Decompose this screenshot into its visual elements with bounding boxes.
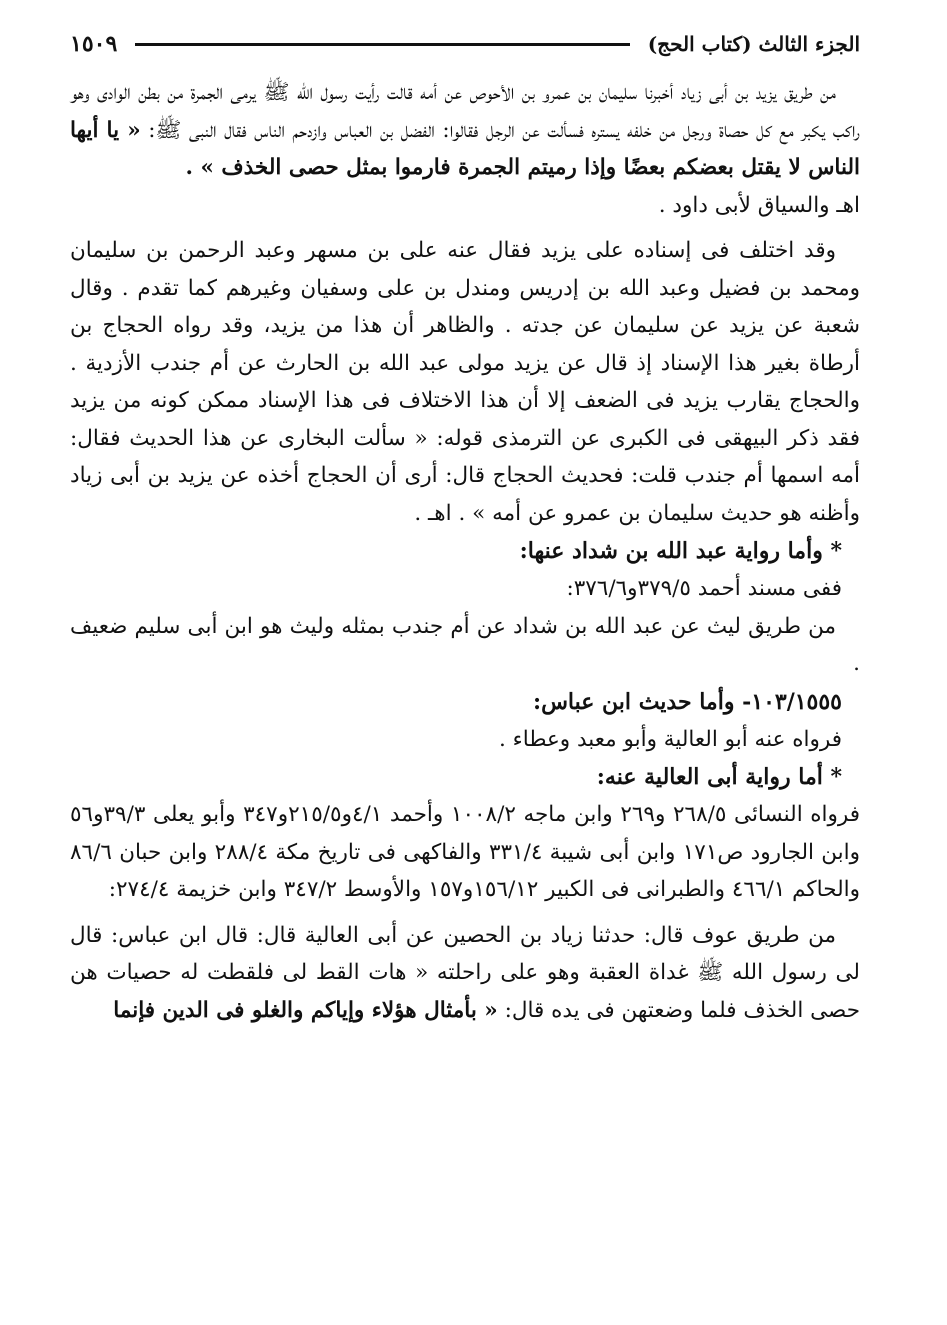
header-rule (135, 43, 629, 46)
page-number: ١٥٠٩ (70, 31, 118, 57)
paragraph-5-text: من طريق عوف قال: حدثنا زياد بن الحصين عن أبى العالية قال: قال ابن عباس: قال لى رسول الله ﷺ غداة العقبة وهو على راحلته « هات القط لى فلقطت له حصيات هن حصى الخذف فلما وضعتهن فى يده قال: (70, 922, 860, 1023)
narrators-line: فرواه عنه أبو العالية وأبو معبد وعطاء . (499, 726, 842, 752)
paragraph-1 (70, 74, 860, 187)
hadith-quote-2: « بأمثال هؤلاء وإياكم والغلو فى الدين فإنما (113, 997, 498, 1023)
page-body (70, 74, 860, 1029)
paragraph-1-text: من طريق يزيد بن أبى زياد أخبرنا سليمان بن عمرو بن الأحوص عن أمه قالت رأيت رسول الله ﷺ يرمى الجمرة من بطن الوادى وهو راكب يكبر مع كل حصاة ورجل من خلفه يستره فسألت عن الرجل فقالوا: الفضل بن العباس وازدحم الناس فقال النبى ﷺ: (70, 80, 860, 143)
book-page (70, 24, 860, 1029)
hadith-quote-1: « يا أيها الناس لا يقتل بعضكم بعضًا وإذا رميتم الجمرة فارموا بمثل حصى الخذف » . (70, 117, 860, 180)
paragraph-4 (70, 796, 860, 909)
paragraph-5 (70, 917, 860, 1030)
section-heading-ibn-shaddad: * وأما رواية عبد الله بن شداد عنها: (519, 538, 842, 564)
paragraph-4-text: فرواه النسائى ٢٦٨/٥ و٢٦٩ وابن ماجه ١٠٠٨/٢ وأحمد ٤/١و٢١٥/٥و٣٤٧ وأبو يعلى ٣٩/٣و٥٦ وابن الجارود ص١٧١ وابن أبى شيبة ٣٣١/٤ والفاكهى فى تاريخ مكة ٢٨٨/٤ وابن حبان ٨٦/٦ والحاكم ٤٦٦/١ والطبرانى فى الكبير ١٥٦/١٢و١٥٧ والأوسط ٣٤٧/٢ وابن خزيمة ٢٧٤/٤: (70, 802, 861, 902)
paragraph-2 (70, 232, 860, 532)
paragraph-1-end (70, 187, 860, 225)
running-title: الجزء الثالث (كتاب الحج) (647, 32, 860, 56)
source-line-musnad: ففى مسند أحمد ٣٧٩/٥و٣٧٦/٦: (566, 576, 842, 601)
paragraph-3-text: من طريق ليث عن عبد الله بن شداد عن أم جندب بمثله وليث هو ابن أبى سليم ضعيف . (70, 613, 860, 676)
section-heading-abu-aliya: * أما رواية أبى العالية عنه: (596, 764, 842, 790)
section-heading-ibn-abbas: ١٠٣/١٥٥٥- وأما حديث ابن عباس: (532, 688, 842, 715)
paragraph-1-end-text: اهـ والسياق لأبى داود . (658, 192, 860, 218)
paragraph-3 (70, 608, 860, 683)
paragraph-2-text: وقد اختلف فى إسناده على يزيد فقال عنه على بن مسهر وعبد الرحمن بن سليمان ومحمد بن فضيل وعبد الله بن إدريس ومندل بن على وسفيان وغيرهم كما تقدم . وقال شعبة عن يزيد عن سليمان عن جدته . والظاهر أن هذا من يزيد، وقد رواه الحجاج بن أرطاة بغير هذا الإسناد إذ قال عن يزيد مولى عبد الله بن الحارث عن أم جندب الأزدية . والحجاج يقارب يزيد فى الضعف إلا أن هذا الاختلاف فى هذا الإسناد ممكن كونه من يزيد فقد ذكر البيهقى فى الكبرى عن الترمذى قوله: « سألت البخارى عن هذا الحديث فقال: أمه اسمها أم جندب قلت: فحديث الحجاج قال: أرى أن الحجاج أخذه عن يزيد بن أبى زياد وأظنه هو حديث سليمان بن عمرو عن أمه » . اهـ . (70, 238, 860, 526)
page-header (70, 24, 860, 64)
